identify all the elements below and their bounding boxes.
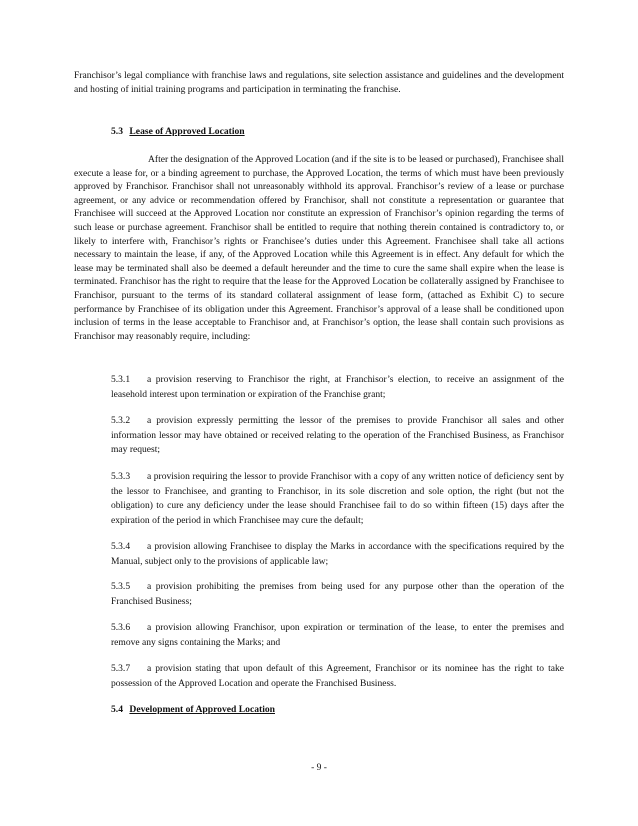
section-body-text: After the designation of the Approved Location (and if the site is to be leased or purchased), Franchisee shall execute a lease for, or a binding agreement to purchase, the Approved Location, the terms of which must have been previously approved by Franchisor. Franchisor shall not unreasonably withhold its approval. Franchisor’s review of a lease or purchase agreement, or any advice or recommendation offered by Franchisor, shall not constitute a representation or guarantee that Franchisee will succeed at the Approved Location nor constitute an expression of Franchisor’s opinion regarding the terms of such lease or purchase agreement. Franchisor shall be entitled to require that nothing therein contained is contradictory to, or likely to interfere with, Franchisor’s rights or Franchisee’s duties under this Agreement. Franchisee shall take all actions necessary to maintain the lease, if any, of the Approved Location while this Agreement is in effect. Any default for which the lease may be terminated shall also be deemed a default hereunder and the time to cure the same shall expire when the lease is terminated. Franchisor has the right to require that the lease for the Approved Location be collaterally assigned by Franchisee to Franchisor, pursuant to the terms of its standard collateral assignment of lease form, (attached as Exhibit C) to secure performance by Franchisee of its obligation under this Agreement. Franchisor’s approval of a lease shall be conditioned upon inclusion of terms in the lease acceptable to Franchisor and, at Franchisor’s option, the lease shall contain such provisions as Franchisor may reasonably require, including: <box>74 154 564 342</box>
subsection-text: a provision allowing Franchisor, upon expiration or termination of the lease, to enter the premises and remove any signs containing the Marks; and <box>111 622 564 648</box>
subsection-number: 5.3.5 <box>111 581 131 592</box>
page-number: - 9 - <box>311 763 327 773</box>
section-title: Lease of Approved Location <box>129 126 245 137</box>
intro-paragraph: Franchisor’s legal compliance with franchise laws and regulations, site selection assistance and guidelines and the development and hosting of initial training programs and participation in terminating the franchise. <box>74 70 564 95</box>
subsection-text: a provision reserving to Franchisor the right, at Franchisor’s election, to receive an assignment of the leasehold interest upon termination or expiration of the Franchise grant; <box>111 374 564 400</box>
section-number: 5.3 <box>111 126 123 137</box>
subsection-5-3-5 <box>111 580 564 609</box>
section-title: Development of Approved Location <box>129 704 275 715</box>
section-5-3-heading <box>111 126 245 137</box>
section-5-3-body <box>74 153 564 343</box>
subsection-5-3-1 <box>111 373 564 402</box>
subsection-text: a provision requiring the lessor to provide Franchisor with a copy of any written notice of deficiency sent by the lessor to Franchisee, and granting to Franchisor, in its sole discretion and sole option, the right (but not the obligation) to cure any deficiency under the lease should Franchisee fail to do so within fifteen (15) days after the expiration of the period in which Franchisee may cure the default; <box>111 471 564 526</box>
subsection-5-3-6 <box>111 621 564 650</box>
subsection-5-3-4 <box>111 540 564 569</box>
section-number: 5.4 <box>111 704 123 715</box>
subsection-number: 5.3.2 <box>111 415 131 426</box>
subsection-text: a provision allowing Franchisee to display the Marks in accordance with the specifications required by the Manual, subject only to the provisions of applicable law; <box>111 541 564 567</box>
subsection-5-3-7 <box>111 662 564 691</box>
subsection-number: 5.3.4 <box>111 541 131 552</box>
subsection-text: a provision stating that upon default of this Agreement, Franchisor or its nominee has the right to take possession of the Approved Location and operate the Franchised Business. <box>111 663 564 689</box>
subsection-number: 5.3.3 <box>111 471 131 482</box>
subsection-5-3-3 <box>111 470 564 528</box>
subsection-text: a provision expressly permitting the lessor of the premises to provide Franchisor all sales and other information lessor may have obtained or received relating to the operation of the Franchised Business, as Franchisor may request; <box>111 415 564 455</box>
subsection-text: a provision prohibiting the premises from being used for any purpose other than the operation of the Franchised Business; <box>111 581 564 607</box>
subsection-5-3-2 <box>111 414 564 458</box>
subsection-number: 5.3.1 <box>111 374 131 385</box>
subsection-number: 5.3.7 <box>111 663 131 674</box>
subsection-number: 5.3.6 <box>111 622 131 633</box>
section-5-4-heading <box>111 704 275 715</box>
